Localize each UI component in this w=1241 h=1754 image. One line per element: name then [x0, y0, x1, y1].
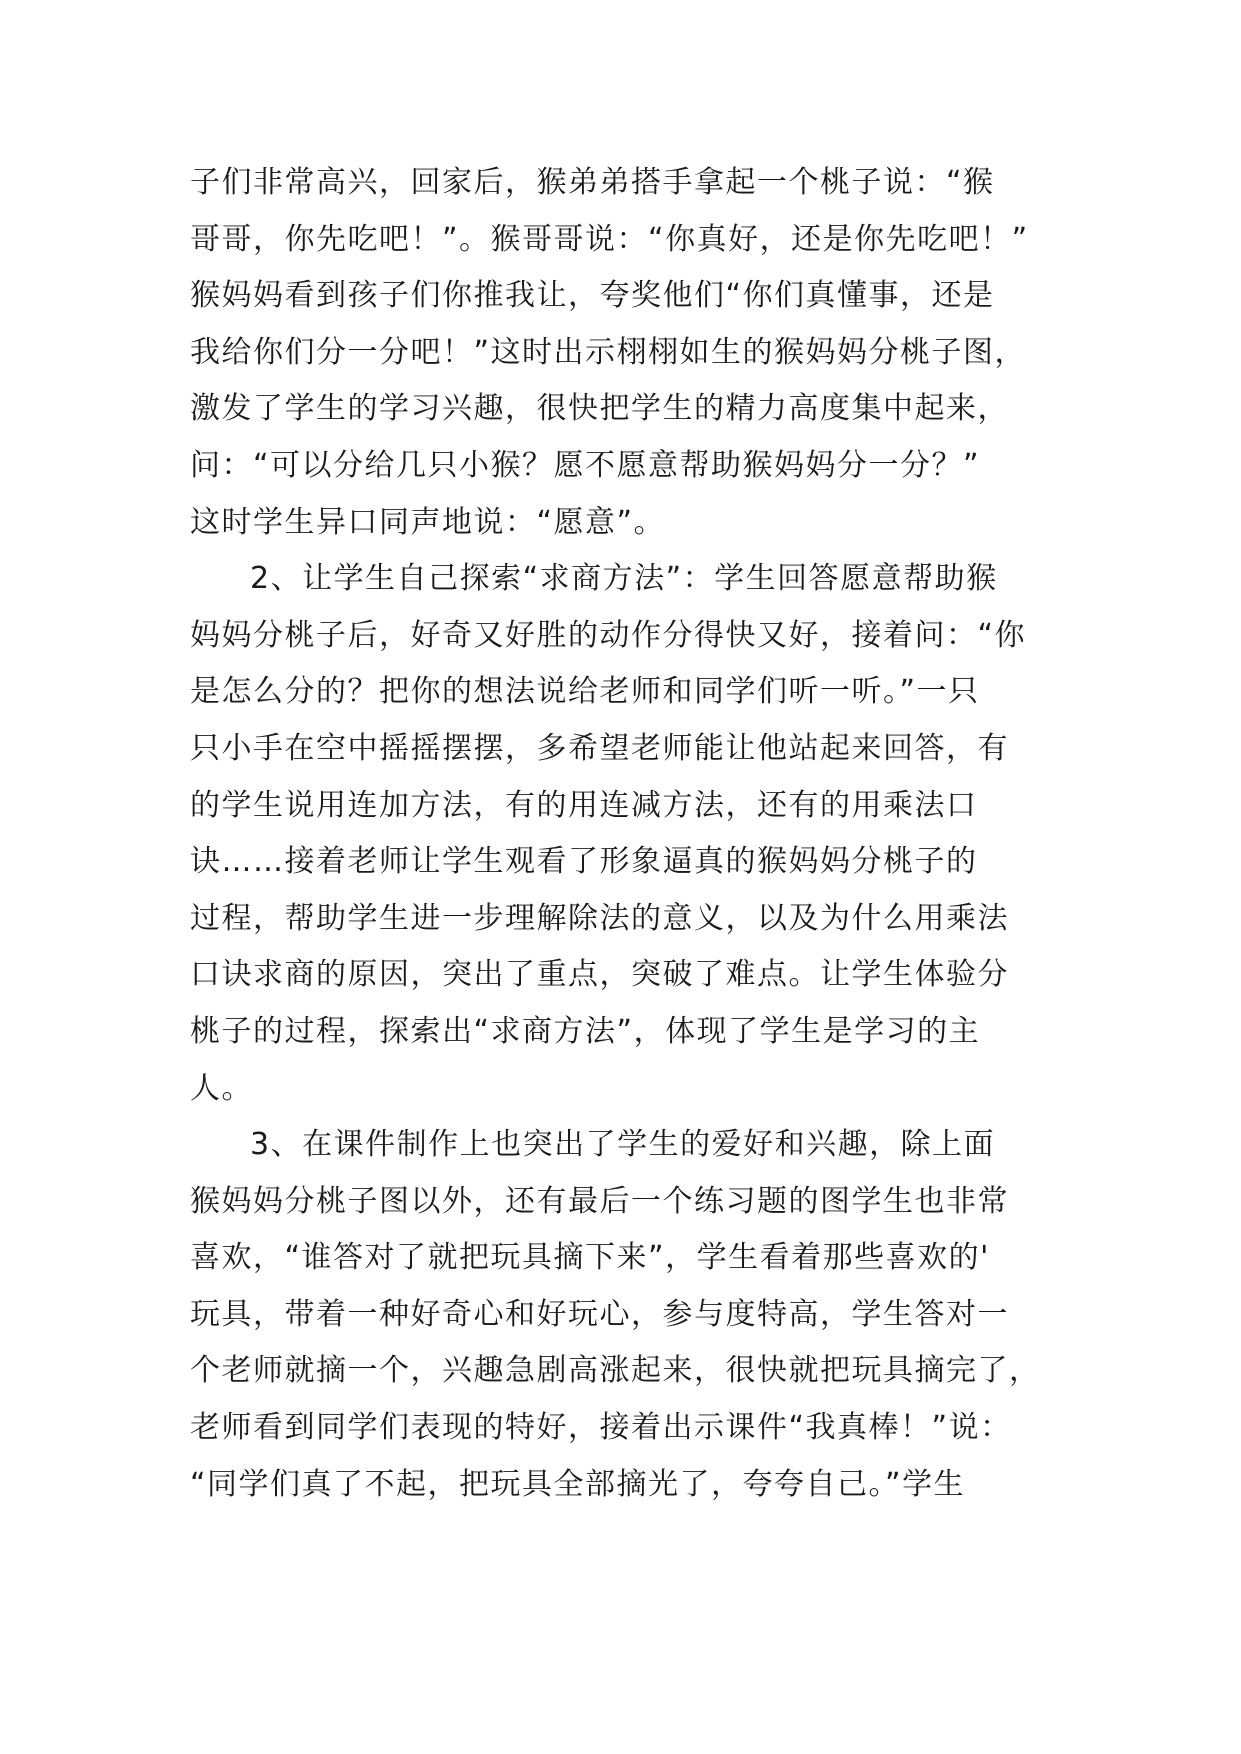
text-line: 人。: [190, 1070, 253, 1106]
text-line: “同学们真了不起，把玩具全部摘光了，夸夸自己。”学生: [190, 1466, 966, 1502]
text-line: 猴妈妈看到孩子们你推我让，夸奖他们“你们真懂事，还是: [190, 278, 995, 314]
text-line: 的学生说用连加方法，有的用连减方法，还有的用乘法口: [190, 787, 978, 823]
text-line: 问：“可以分给几只小猴？愿不愿意帮助猴妈妈分一分？”: [190, 447, 981, 483]
text-line: 老师看到同学们表现的特好，接着出示课件“我真棒！”说：: [190, 1410, 1012, 1446]
text-line: 喜欢，“谁答对了就把玩具摘下来”，学生看着那些喜欢的': [190, 1240, 990, 1276]
text-line: 诀……接着老师让学生观看了形象逼真的猴妈妈分桃子的: [190, 844, 978, 880]
text-line: 妈妈分桃子后，好奇又好胜的动作分得快又好，接着问：“你: [190, 617, 1027, 653]
text-line: 玩具，带着一种好奇心和好玩心，参与度特高，学生答对一: [190, 1296, 1009, 1332]
text-line: 只小手在空中摇摇摆摆，多希望老师能让他站起来回答，有: [190, 730, 1009, 766]
text-line: 桃子的过程，探索出“求商方法”，体现了学生是学习的主: [190, 1013, 981, 1049]
text-line: 是怎么分的？把你的想法说给老师和同学们听一听。”一只: [190, 674, 980, 710]
text-line: 这时学生异口同声地说：“愿意”。: [190, 504, 666, 540]
text-line: 我给你们分一分吧！”这时出示栩栩如生的猴妈妈分桃子图，: [190, 334, 1027, 370]
paragraph-start-line: 2、让学生自己探索“求商方法”：学生回答愿意帮助猴: [250, 561, 998, 597]
text-line: 哥哥，你先吃吧！”。猴哥哥说：“你真好，还是你先吃吧！”: [190, 221, 1029, 257]
body-text: [190, 155, 1090, 1513]
text-line: 激发了学生的学习兴趣，很快把学生的精力高度集中起来，: [190, 391, 1009, 427]
text-line: 个老师就摘一个，兴趣急剧高涨起来，很快就把玩具摘完了，: [190, 1353, 1041, 1389]
text-line: 子们非常高兴，回家后，猴弟弟搭手拿起一个桃子说：“猴: [190, 165, 995, 200]
paragraph-start-line: 3、在课件制作上也突出了学生的爱好和兴趣，除上面: [250, 1127, 996, 1163]
text-line: 过程，帮助学生进一步理解除法的意义，以及为什么用乘法: [190, 900, 1009, 936]
text-line: 口诀求商的原因，突出了重点，突破了难点。让学生体验分: [190, 957, 1009, 993]
text-line: 猴妈妈分桃子图以外，还有最后一个练习题的图学生也非常: [190, 1183, 1009, 1219]
